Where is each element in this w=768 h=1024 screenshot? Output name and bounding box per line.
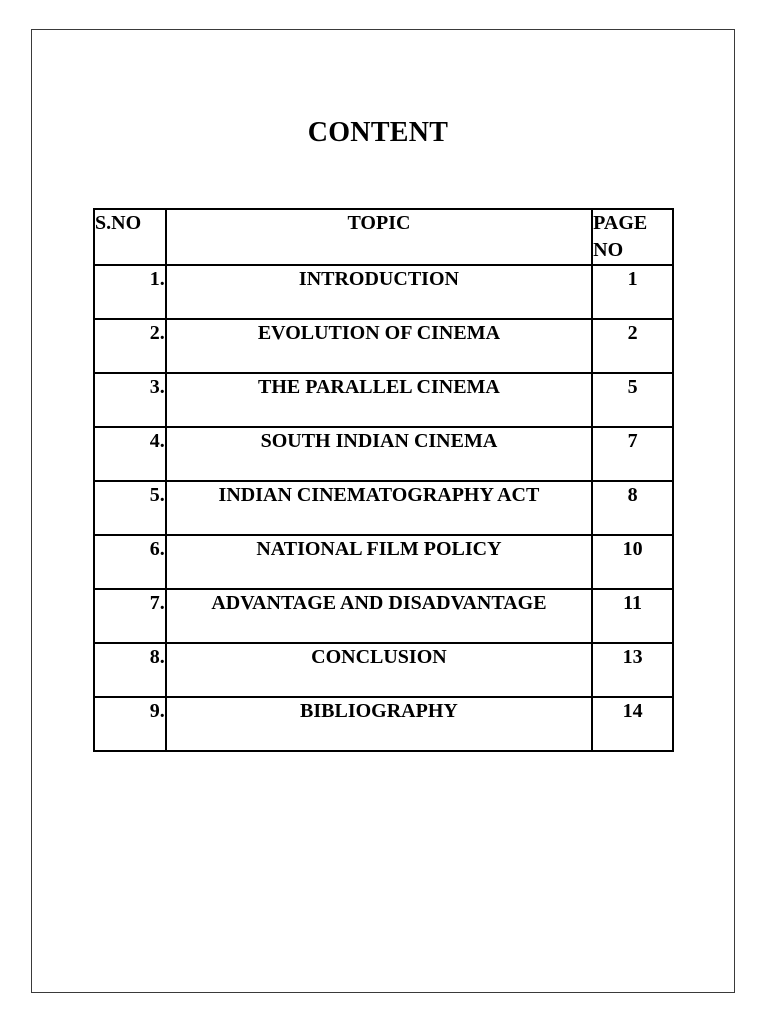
row-topic: NATIONAL FILM POLICY	[166, 535, 592, 589]
row-topic: BIBLIOGRAPHY	[166, 697, 592, 751]
row-sno: 6.	[94, 535, 166, 589]
row-topic: SOUTH INDIAN CINEMA	[166, 427, 592, 481]
row-page: 2	[592, 319, 673, 373]
table-row	[94, 535, 673, 589]
table-row	[94, 373, 673, 427]
row-page: 1	[592, 265, 673, 319]
table-row	[94, 319, 673, 373]
table-row	[94, 427, 673, 481]
row-page: 11	[592, 589, 673, 643]
row-sno: 1.	[94, 265, 166, 319]
row-topic: ADVANTAGE AND DISADVANTAGE	[166, 589, 592, 643]
row-topic: CONCLUSION	[166, 643, 592, 697]
contents-table	[93, 208, 674, 752]
row-page: 13	[592, 643, 673, 697]
table-row	[94, 643, 673, 697]
row-sno: 2.	[94, 319, 166, 373]
table-row	[94, 697, 673, 751]
table-header-row	[94, 209, 673, 265]
row-page: 8	[592, 481, 673, 535]
row-topic: EVOLUTION OF CINEMA	[166, 319, 592, 373]
table-row	[94, 589, 673, 643]
row-sno: 8.	[94, 643, 166, 697]
row-page: 5	[592, 373, 673, 427]
row-page: 14	[592, 697, 673, 751]
row-page: 10	[592, 535, 673, 589]
row-topic: INTRODUCTION	[166, 265, 592, 319]
header-page-no: PAGE NO	[592, 209, 673, 265]
row-sno: 9.	[94, 697, 166, 751]
row-topic: THE PARALLEL CINEMA	[166, 373, 592, 427]
header-topic: TOPIC	[166, 209, 592, 265]
row-sno: 4.	[94, 427, 166, 481]
table-row	[94, 265, 673, 319]
row-topic: INDIAN CINEMATOGRAPHY ACT	[166, 481, 592, 535]
row-sno: 5.	[94, 481, 166, 535]
header-sno: S.NO	[94, 209, 166, 265]
row-page: 7	[592, 427, 673, 481]
page-title: CONTENT	[307, 117, 449, 148]
table-row	[94, 481, 673, 535]
row-sno: 3.	[94, 373, 166, 427]
row-sno: 7.	[94, 589, 166, 643]
